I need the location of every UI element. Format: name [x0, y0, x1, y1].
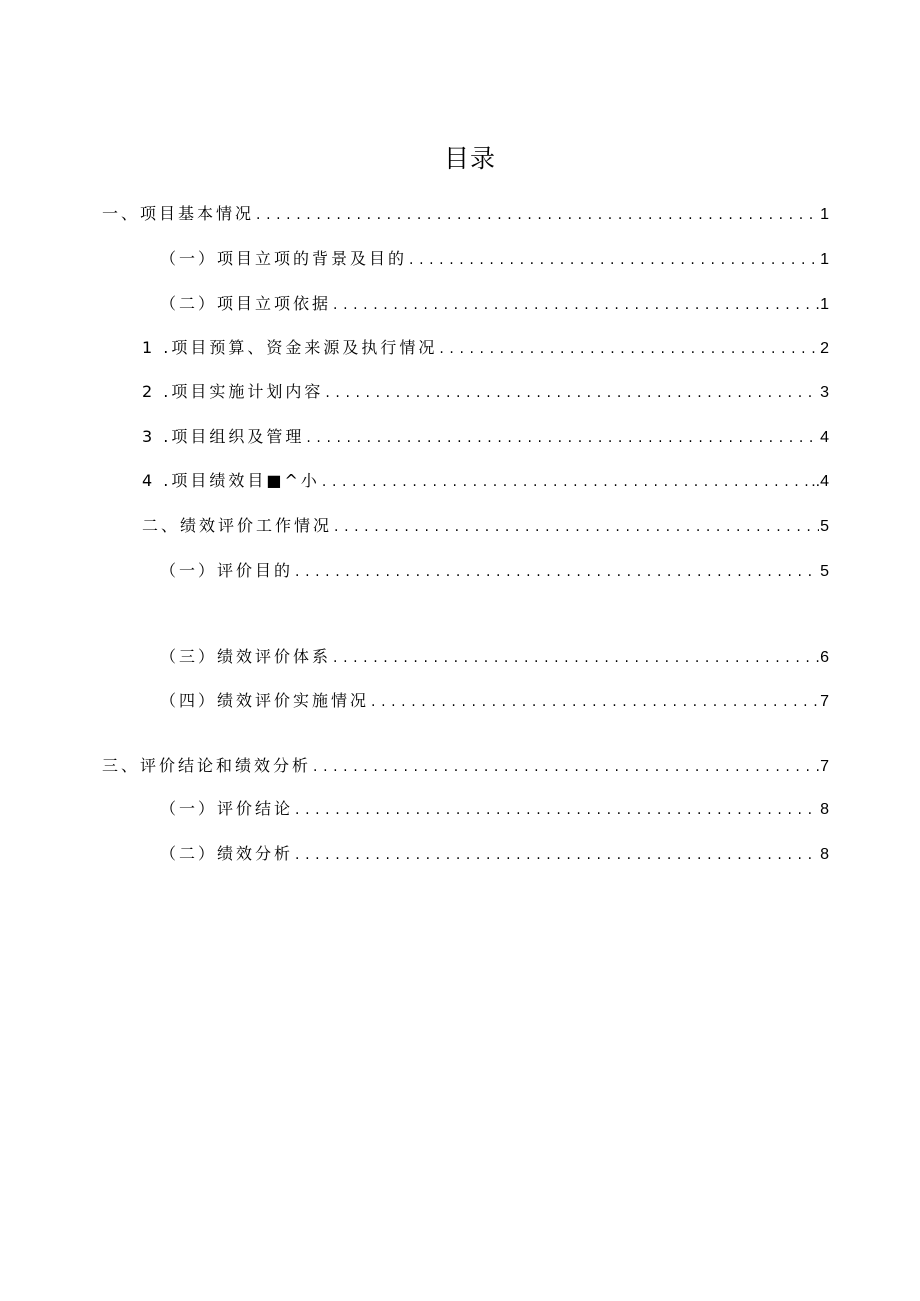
toc-entry[interactable]	[160, 645, 829, 669]
toc-dot-leader	[333, 646, 819, 670]
toc-entry-label: （一）评价目的	[160, 561, 294, 580]
toc-entry-label: 一、项目基本情况	[102, 204, 255, 223]
toc-entry-label: （一）项目立项的背景及目的	[160, 249, 408, 268]
toc-entry-label: 3 .项目组织及管理	[142, 427, 305, 446]
toc-entry[interactable]	[142, 336, 829, 360]
toc-dot-leader	[295, 560, 819, 584]
toc-page-number: ..4	[811, 473, 829, 490]
toc-entry[interactable]	[160, 247, 829, 271]
toc-entry[interactable]	[142, 380, 829, 404]
toc-entry[interactable]	[102, 202, 829, 226]
toc-entry-label: 4 .项目绩效目■^小	[142, 471, 320, 490]
toc-page-number: 6	[820, 649, 829, 666]
toc-entry-label: （一）评价结论	[160, 799, 294, 818]
toc-entry[interactable]	[160, 689, 829, 713]
toc-page-number: 1	[820, 206, 829, 223]
toc-dot-leader	[295, 843, 819, 867]
toc-entry-label: （二）项目立项依据	[160, 294, 332, 313]
toc-entry-label: 1 .项目预算、资金来源及执行情况	[142, 338, 438, 357]
toc-dot-leader	[371, 690, 819, 714]
toc-entry-label: （四）绩效评价实施情况	[160, 691, 370, 710]
toc-dot-leader	[334, 515, 819, 539]
toc-entry-label: 2 .项目实施计划内容	[142, 382, 324, 401]
toc-page-number: 7	[820, 693, 829, 710]
toc-entry[interactable]	[142, 469, 829, 493]
toc-dot-leader	[333, 293, 819, 317]
toc-entry[interactable]	[160, 797, 829, 821]
toc-dot-leader	[439, 337, 819, 361]
toc-page-number: 7	[820, 758, 829, 775]
toc-entry[interactable]	[142, 425, 829, 449]
toc-page-number: 8	[820, 846, 829, 863]
toc-page-number: 1	[820, 251, 829, 268]
page-title: 目录	[443, 144, 496, 173]
toc-dot-leader	[313, 755, 819, 779]
toc-entry[interactable]	[160, 292, 829, 316]
toc-page-number: 5	[820, 518, 829, 535]
toc-dot-leader	[322, 470, 810, 494]
toc-dot-leader	[306, 426, 819, 450]
toc-dot-leader	[325, 381, 819, 405]
toc-entry-label: 三、评价结论和绩效分析	[102, 756, 312, 775]
toc-page-number: 5	[820, 563, 829, 580]
toc-entry[interactable]	[142, 514, 829, 538]
toc-dot-leader	[409, 248, 819, 272]
toc-dot-leader	[295, 798, 819, 822]
toc-dot-leader	[256, 203, 819, 227]
toc-page-number: 4	[820, 429, 829, 446]
toc-entry[interactable]	[160, 842, 829, 866]
toc-entry-label: （二）绩效分析	[160, 844, 294, 863]
toc-page-number: 2	[820, 340, 829, 357]
toc-page-number: 3	[820, 384, 829, 401]
toc-entry[interactable]	[102, 754, 829, 778]
toc-entry-label: （三）绩效评价体系	[160, 647, 332, 666]
toc-page-number: 8	[820, 801, 829, 818]
toc-entry[interactable]	[160, 559, 829, 583]
toc-page-number: 1	[820, 296, 829, 313]
toc-entry-label: 二、绩效评价工作情况	[142, 516, 333, 535]
